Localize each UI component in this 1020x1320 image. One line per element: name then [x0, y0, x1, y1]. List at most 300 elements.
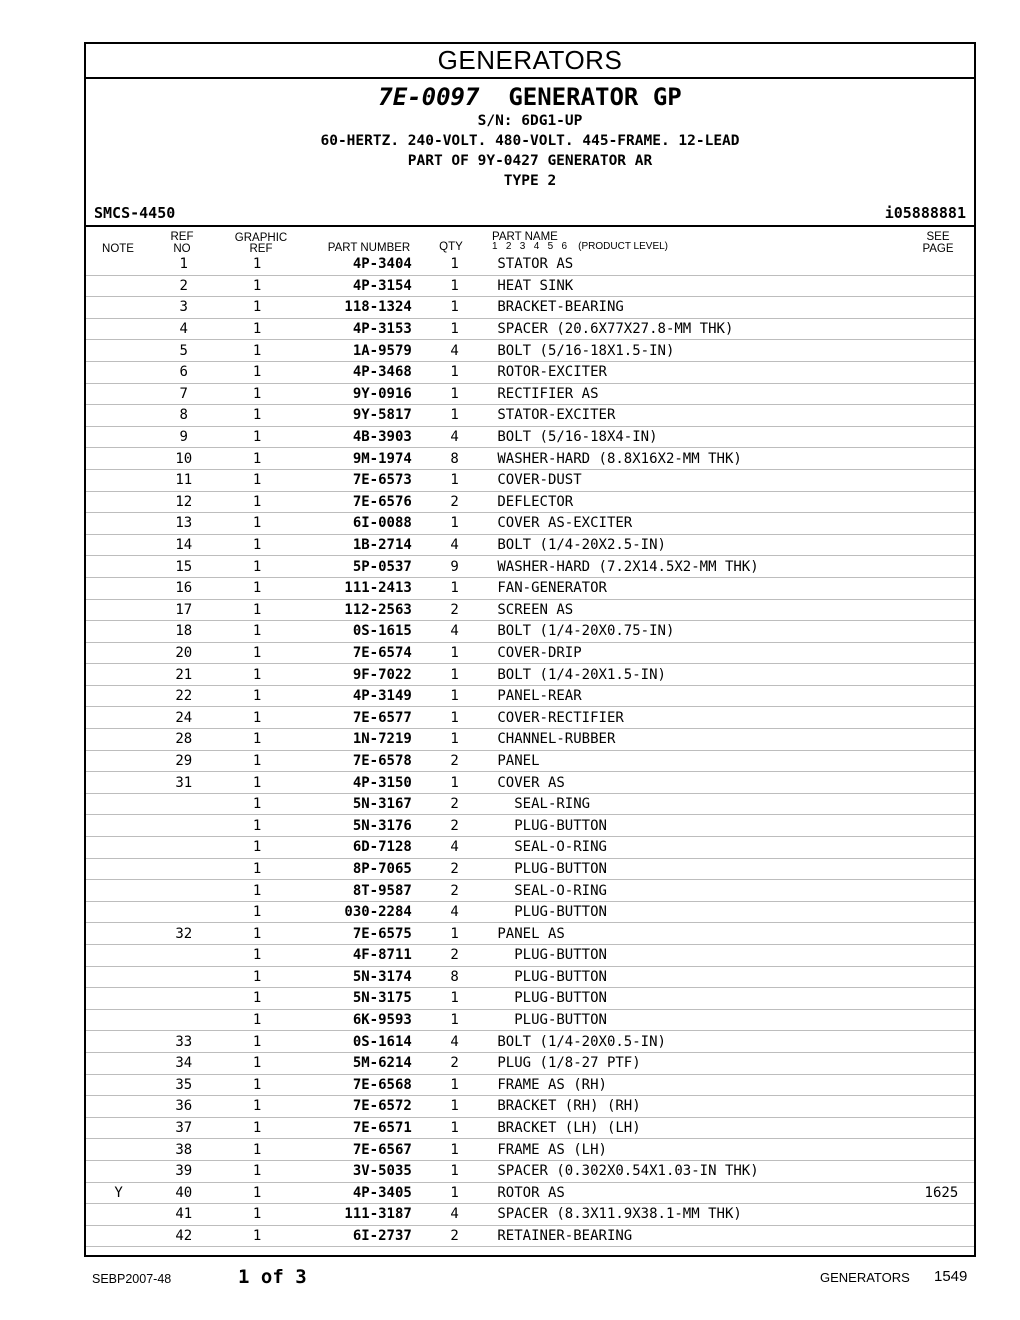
ref-no-cell [151, 988, 216, 1010]
part-name-cell: PLUG-BUTTON [497, 988, 908, 1010]
graphic-ref-cell: 1 [216, 858, 297, 880]
col-note-header: NOTE [102, 243, 134, 255]
qty-cell: 1 [412, 923, 498, 945]
note-cell [86, 1052, 151, 1074]
note-cell [86, 750, 151, 772]
col-qty-header: QTY [439, 241, 463, 253]
part-number-cell: 9Y-0916 [298, 383, 412, 405]
qty-cell: 4 [412, 1031, 498, 1053]
see-page-cell [909, 340, 974, 362]
graphic-ref-cell: 1 [216, 297, 297, 319]
qty-cell: 9 [412, 556, 498, 578]
note-cell [86, 923, 151, 945]
part-name-cell: SCREEN AS [497, 599, 908, 621]
illustration-id: i05888881 [884, 204, 966, 222]
ref-no-cell: 24 [151, 707, 216, 729]
graphic-ref-cell: 1 [216, 577, 297, 599]
see-page-cell [909, 815, 974, 837]
graphic-ref-cell: 1 [216, 793, 297, 815]
qty-cell: 1 [412, 1139, 498, 1161]
table-row [86, 1117, 974, 1139]
see-page-cell [909, 469, 974, 491]
note-cell [86, 383, 151, 405]
col-ref-header-bottom: NO [173, 243, 191, 255]
graphic-ref-cell: 1 [216, 837, 297, 859]
see-page-cell [909, 448, 974, 470]
group-part-number: 7E-0097 [378, 83, 480, 111]
graphic-ref-cell: 1 [216, 772, 297, 794]
table-row [86, 318, 974, 340]
part-name-cell: BOLT (1/4-20X0.75-IN) [497, 621, 908, 643]
part-number-cell: 4P-3154 [298, 275, 412, 297]
qty-cell: 1 [412, 318, 498, 340]
qty-cell: 4 [412, 837, 498, 859]
part-number-cell: 7E-6571 [298, 1117, 412, 1139]
part-name-cell: BOLT (5/16-18X4-IN) [497, 426, 908, 448]
table-row [86, 945, 974, 967]
parts-table [86, 254, 974, 1247]
parts-page-frame [84, 42, 976, 1257]
ref-no-cell [151, 815, 216, 837]
table-row [86, 988, 974, 1010]
ref-no-cell: 4 [151, 318, 216, 340]
note-cell [86, 988, 151, 1010]
note-cell [86, 513, 151, 535]
ref-no-cell: 7 [151, 383, 216, 405]
qty-cell: 4 [412, 340, 498, 362]
ref-no-cell [151, 945, 216, 967]
table-row [86, 275, 974, 297]
part-number-cell: 7E-6573 [298, 469, 412, 491]
table-row [86, 1139, 974, 1161]
note-cell [86, 275, 151, 297]
see-page-cell [909, 1225, 974, 1247]
table-row [86, 254, 974, 275]
graphic-ref-cell: 1 [216, 1160, 297, 1182]
product-level-numbers: 1 2 3 4 5 6 [492, 241, 568, 252]
graphic-ref-cell: 1 [216, 988, 297, 1010]
qty-cell: 1 [412, 1160, 498, 1182]
footer-doc-id: SEBP2007-48 [92, 1272, 172, 1286]
part-name-cell: BOLT (1/4-20X2.5-IN) [497, 534, 908, 556]
see-page-cell [909, 426, 974, 448]
see-page-cell [909, 534, 974, 556]
table-row [86, 1160, 974, 1182]
see-page-cell [909, 707, 974, 729]
qty-cell: 1 [412, 275, 498, 297]
table-row [86, 469, 974, 491]
qty-cell: 1 [412, 513, 498, 535]
ref-no-cell: 13 [151, 513, 216, 535]
part-name-cell: SPACER (0.302X0.54X1.03-IN THK) [497, 1160, 908, 1182]
note-cell [86, 1096, 151, 1118]
ref-no-cell: 1 [151, 254, 216, 275]
graphic-ref-cell: 1 [216, 556, 297, 578]
graphic-ref-cell: 1 [216, 513, 297, 535]
see-page-cell [909, 923, 974, 945]
note-cell [86, 556, 151, 578]
qty-cell: 1 [412, 729, 498, 751]
part-name-cell: PLUG-BUTTON [497, 815, 908, 837]
graphic-ref-cell: 1 [216, 923, 297, 945]
table-row [86, 793, 974, 815]
part-number-cell: 4P-3149 [298, 685, 412, 707]
see-page-cell [909, 772, 974, 794]
graphic-ref-cell: 1 [216, 1225, 297, 1247]
table-row [86, 1074, 974, 1096]
see-page-cell [909, 793, 974, 815]
note-cell [86, 1117, 151, 1139]
part-name-cell: PLUG (1/8-27 PTF) [497, 1052, 908, 1074]
note-cell [86, 1204, 151, 1226]
see-page-cell [909, 1139, 974, 1161]
ref-no-cell: 42 [151, 1225, 216, 1247]
graphic-ref-cell: 1 [216, 426, 297, 448]
table-row [86, 577, 974, 599]
ref-no-cell: 9 [151, 426, 216, 448]
ref-no-cell: 2 [151, 275, 216, 297]
see-page-cell [909, 1031, 974, 1053]
table-row [86, 642, 974, 664]
graphic-ref-cell: 1 [216, 1096, 297, 1118]
ref-no-cell: 6 [151, 361, 216, 383]
part-name-cell: BOLT (1/4-20X1.5-IN) [497, 664, 908, 686]
part-number-cell: 4F-8711 [298, 945, 412, 967]
qty-cell: 2 [412, 945, 498, 967]
graphic-ref-cell: 1 [216, 1182, 297, 1204]
part-name-cell: WASHER-HARD (8.8X16X2-MM THK) [497, 448, 908, 470]
part-name-cell: BOLT (5/16-18X1.5-IN) [497, 340, 908, 362]
table-row [86, 448, 974, 470]
qty-cell: 1 [412, 469, 498, 491]
see-page-cell [909, 621, 974, 643]
graphic-ref-cell: 1 [216, 685, 297, 707]
table-row [86, 383, 974, 405]
note-cell [86, 664, 151, 686]
part-name-cell: BRACKET (RH) (RH) [497, 1096, 908, 1118]
qty-cell: 8 [412, 966, 498, 988]
see-page-cell [909, 513, 974, 535]
see-page-cell [909, 556, 974, 578]
qty-cell: 2 [412, 599, 498, 621]
ref-no-cell: 40 [151, 1182, 216, 1204]
qty-cell: 1 [412, 685, 498, 707]
qty-cell: 8 [412, 448, 498, 470]
graphic-ref-cell: 1 [216, 707, 297, 729]
part-number-cell: 5N-3167 [298, 793, 412, 815]
col-graphic-header-bottom: REF [249, 243, 273, 255]
note-cell [86, 729, 151, 751]
see-page-cell [909, 642, 974, 664]
ref-no-cell: 33 [151, 1031, 216, 1053]
ref-no-cell: 5 [151, 340, 216, 362]
part-name-cell: FRAME AS (LH) [497, 1139, 908, 1161]
part-name-cell: SPACER (20.6X77X27.8-MM THK) [497, 318, 908, 340]
ref-no-cell: 31 [151, 772, 216, 794]
part-number-cell: 9F-7022 [298, 664, 412, 686]
see-page-cell [909, 275, 974, 297]
qty-cell: 1 [412, 772, 498, 794]
part-number-cell: 1A-9579 [298, 340, 412, 362]
note-cell [86, 426, 151, 448]
note-cell [86, 491, 151, 513]
qty-cell: 1 [412, 1074, 498, 1096]
table-row [86, 815, 974, 837]
group-title [86, 79, 974, 111]
part-number-cell: 5P-0537 [298, 556, 412, 578]
part-number-cell: 8T-9587 [298, 880, 412, 902]
part-name-cell: COVER-RECTIFIER [497, 707, 908, 729]
table-row [86, 1204, 974, 1226]
ref-no-cell [151, 858, 216, 880]
note-cell [86, 642, 151, 664]
graphic-ref-cell: 1 [216, 1031, 297, 1053]
part-name-cell: BRACKET-BEARING [497, 297, 908, 319]
type-line: TYPE 2 [503, 173, 557, 189]
note-cell [86, 1074, 151, 1096]
qty-cell: 4 [412, 534, 498, 556]
part-number-cell: 7E-6575 [298, 923, 412, 945]
note-cell [86, 858, 151, 880]
note-cell [86, 793, 151, 815]
table-row [86, 534, 974, 556]
ref-no-cell: 20 [151, 642, 216, 664]
qty-cell: 2 [412, 858, 498, 880]
graphic-ref-cell: 1 [216, 318, 297, 340]
ref-no-cell: 38 [151, 1139, 216, 1161]
qty-cell: 4 [412, 621, 498, 643]
part-number-cell: 4B-3903 [298, 426, 412, 448]
ref-no-cell: 35 [151, 1074, 216, 1096]
note-cell [86, 1009, 151, 1031]
part-name-cell: FAN-GENERATOR [497, 577, 908, 599]
see-page-cell [909, 297, 974, 319]
part-name-cell: COVER AS [497, 772, 908, 794]
part-number-cell: 4P-3405 [298, 1182, 412, 1204]
ref-no-cell [151, 837, 216, 859]
part-name-cell: PLUG-BUTTON [497, 1009, 908, 1031]
note-cell [86, 1031, 151, 1053]
part-of-line: PART OF 9Y-0427 GENERATOR AR [407, 153, 653, 169]
part-number-cell: 030-2284 [298, 901, 412, 923]
graphic-ref-cell: 1 [216, 1074, 297, 1096]
part-number-cell: 7E-6578 [298, 750, 412, 772]
table-row [86, 556, 974, 578]
qty-cell: 1 [412, 707, 498, 729]
graphic-ref-cell: 1 [216, 1009, 297, 1031]
table-row [86, 340, 974, 362]
ref-no-cell: 41 [151, 1204, 216, 1226]
note-cell [86, 707, 151, 729]
part-name-cell: DEFLECTOR [497, 491, 908, 513]
ref-no-cell [151, 880, 216, 902]
ref-no-cell [151, 966, 216, 988]
table-row [86, 664, 974, 686]
ref-no-cell: 32 [151, 923, 216, 945]
part-name-cell: ROTOR AS [497, 1182, 908, 1204]
part-name-cell: HEAT SINK [497, 275, 908, 297]
group-description: 60-HERTZ. 240-VOLT. 480-VOLT. 445-FRAME. 12-LEAD [320, 133, 740, 149]
note-cell [86, 685, 151, 707]
qty-cell: 1 [412, 577, 498, 599]
note-cell [86, 837, 151, 859]
qty-cell: 2 [412, 1225, 498, 1247]
qty-cell: 2 [412, 491, 498, 513]
table-row [86, 707, 974, 729]
graphic-ref-cell: 1 [216, 1204, 297, 1226]
ref-no-cell: 34 [151, 1052, 216, 1074]
part-name-cell: COVER AS-EXCITER [497, 513, 908, 535]
table-row [86, 880, 974, 902]
part-name-cell: BRACKET (LH) (LH) [497, 1117, 908, 1139]
table-row [86, 621, 974, 643]
ref-no-cell: 15 [151, 556, 216, 578]
ref-no-cell: 8 [151, 405, 216, 427]
part-number-cell: 1B-2714 [298, 534, 412, 556]
see-page-cell [909, 750, 974, 772]
qty-cell: 1 [412, 1182, 498, 1204]
col-product-level-header [492, 241, 668, 253]
part-number-cell: 118-1324 [298, 297, 412, 319]
graphic-ref-cell: 1 [216, 491, 297, 513]
part-name-cell: ROTOR-EXCITER [497, 361, 908, 383]
col-graphic-header-top: GRAPHIC [234, 232, 288, 244]
header-divider [86, 225, 974, 227]
part-number-cell: 6K-9593 [298, 1009, 412, 1031]
qty-cell: 1 [412, 642, 498, 664]
part-number-cell: 5M-6214 [298, 1052, 412, 1074]
note-cell [86, 534, 151, 556]
see-page-cell [909, 491, 974, 513]
part-number-cell: 111-2413 [298, 577, 412, 599]
see-page-cell [909, 858, 974, 880]
graphic-ref-cell: 1 [216, 448, 297, 470]
see-page-cell: 1625 [909, 1182, 974, 1204]
graphic-ref-cell: 1 [216, 966, 297, 988]
qty-cell: 2 [412, 1052, 498, 1074]
serial-range: S/N: 6DG1-UP [477, 113, 583, 129]
part-name-cell: COVER-DRIP [497, 642, 908, 664]
table-row [86, 1031, 974, 1053]
table-row [86, 1009, 974, 1031]
see-page-cell [909, 254, 974, 275]
col-see-header-bottom: PAGE [922, 243, 954, 255]
part-number-cell: 4P-3150 [298, 772, 412, 794]
graphic-ref-cell: 1 [216, 469, 297, 491]
qty-cell: 1 [412, 1096, 498, 1118]
part-name-cell: PANEL AS [497, 923, 908, 945]
col-see-header-top: SEE [926, 231, 950, 243]
graphic-ref-cell: 1 [216, 642, 297, 664]
see-page-cell [909, 361, 974, 383]
qty-cell: 1 [412, 297, 498, 319]
see-page-cell [909, 729, 974, 751]
note-cell [86, 599, 151, 621]
graphic-ref-cell: 1 [216, 945, 297, 967]
qty-cell: 1 [412, 405, 498, 427]
part-name-cell: SEAL-O-RING [497, 880, 908, 902]
part-name-cell: SEAL-O-RING [497, 837, 908, 859]
ref-no-cell: 10 [151, 448, 216, 470]
note-cell [86, 945, 151, 967]
graphic-ref-cell: 1 [216, 1052, 297, 1074]
see-page-cell [909, 880, 974, 902]
table-row [86, 729, 974, 751]
part-name-cell: PLUG-BUTTON [497, 945, 908, 967]
part-name-cell: PANEL [497, 750, 908, 772]
part-number-cell: 6I-2737 [298, 1225, 412, 1247]
product-level-label: (PRODUCT LEVEL) [578, 241, 669, 252]
graphic-ref-cell: 1 [216, 599, 297, 621]
note-cell [86, 1160, 151, 1182]
see-page-cell [909, 1009, 974, 1031]
part-number-cell: 7E-6567 [298, 1139, 412, 1161]
part-number-cell: 4P-3153 [298, 318, 412, 340]
note-cell [86, 340, 151, 362]
note-cell [86, 405, 151, 427]
col-part-number-header: PART NUMBER [327, 242, 411, 254]
qty-cell: 1 [412, 1117, 498, 1139]
part-name-cell: STATOR-EXCITER [497, 405, 908, 427]
ref-no-cell [151, 1009, 216, 1031]
footer-section: GENERATORS [820, 1270, 910, 1285]
see-page-cell [909, 383, 974, 405]
see-page-cell [909, 988, 974, 1010]
part-number-cell: 7E-6572 [298, 1096, 412, 1118]
part-name-cell: RECTIFIER AS [497, 383, 908, 405]
table-row [86, 1096, 974, 1118]
part-name-cell: CHANNEL-RUBBER [497, 729, 908, 751]
qty-cell: 4 [412, 901, 498, 923]
see-page-cell [909, 685, 974, 707]
table-row [86, 1052, 974, 1074]
graphic-ref-cell: 1 [216, 534, 297, 556]
table-row [86, 923, 974, 945]
ref-no-cell: 16 [151, 577, 216, 599]
table-row [86, 297, 974, 319]
part-number-cell: 1N-7219 [298, 729, 412, 751]
footer-page-of: 1 of 3 [238, 1266, 307, 1288]
table-row [86, 1225, 974, 1247]
part-number-cell: 7E-6574 [298, 642, 412, 664]
ref-no-cell: 18 [151, 621, 216, 643]
table-row [86, 750, 974, 772]
note-cell [86, 621, 151, 643]
note-cell [86, 297, 151, 319]
qty-cell: 1 [412, 1009, 498, 1031]
part-name-cell: COVER-DUST [497, 469, 908, 491]
table-row [86, 361, 974, 383]
ref-no-cell: 12 [151, 491, 216, 513]
part-number-cell: 111-3187 [298, 1204, 412, 1226]
see-page-cell [909, 405, 974, 427]
note-cell [86, 361, 151, 383]
table-row [86, 513, 974, 535]
qty-cell: 1 [412, 361, 498, 383]
part-name-cell: PLUG-BUTTON [497, 966, 908, 988]
part-name-cell: PANEL-REAR [497, 685, 908, 707]
part-number-cell: 3V-5035 [298, 1160, 412, 1182]
qty-cell: 2 [412, 750, 498, 772]
see-page-cell [909, 1160, 974, 1182]
graphic-ref-cell: 1 [216, 729, 297, 751]
section-title: GENERATORS [86, 44, 974, 79]
table-row [86, 858, 974, 880]
part-number-cell: 5N-3175 [298, 988, 412, 1010]
part-number-cell: 7E-6576 [298, 491, 412, 513]
graphic-ref-cell: 1 [216, 621, 297, 643]
see-page-cell [909, 945, 974, 967]
